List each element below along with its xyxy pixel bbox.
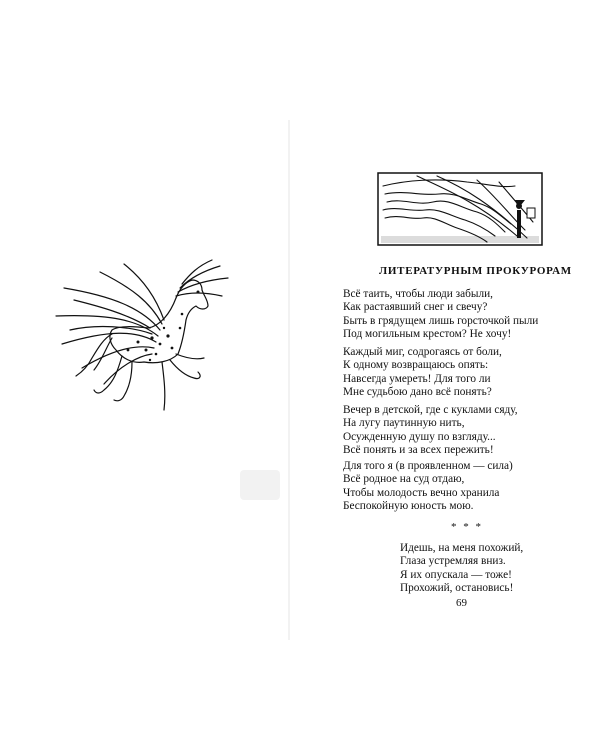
verse-line: Каждый миг, содрогаясь от боли, [343, 346, 502, 358]
pegasus-illustration [52, 258, 234, 428]
page-number: 69 [456, 597, 467, 609]
stanza-4 [343, 460, 513, 514]
stanza-2 [343, 346, 502, 400]
verse-line: Глаза устремляя вниз. [400, 555, 506, 568]
header-illustration [377, 172, 543, 246]
left-page [0, 0, 290, 750]
verse-line: Под могильным крестом? Не хочу! [343, 328, 512, 341]
poem-title: ЛИТЕРАТУРНЫМ ПРОКУРОРАМ [379, 265, 572, 277]
verse-line: На лугу паутинную нить, [343, 417, 465, 430]
verse-line: Осужденную душу по взгляду... [343, 430, 496, 443]
verse-line: Вечер в детской, где с куклами сяду, [343, 404, 518, 416]
verse-line: Для того я (в проявленном — сила) [343, 460, 513, 472]
verse-line: Мне судьбою дано всё понять? [343, 386, 492, 399]
verse-line: Всё таить, чтобы люди забыли, [343, 288, 493, 300]
verse-line: Как растаявший снег и свечу? [343, 301, 488, 314]
verse-line: Всё понять и за всех пережить! [343, 444, 494, 457]
stanza-1 [343, 288, 538, 342]
verse-line: Чтобы молодость вечно хранила [343, 486, 500, 499]
verse-line: Беспокойную юность мою. [343, 500, 474, 513]
verse-line: Я их опускала — тоже! [400, 568, 512, 581]
verse-line: Прохожий, остановись! [400, 582, 514, 595]
verse-line: Навсегда умереть! Для того ли [343, 372, 491, 385]
stanza-3 [343, 404, 518, 458]
verse-line: Всё родное на суд отдаю, [343, 473, 465, 486]
poem-separator: * * * [451, 521, 483, 533]
verse-line: К одному возвращаюсь опять: [343, 359, 489, 372]
verse-line: Быть в грядущем лишь горсточкой пыли [343, 314, 539, 327]
bleed-through-mark [240, 470, 280, 500]
verse-line: Идешь, на меня похожий, [400, 542, 524, 554]
second-poem [400, 542, 523, 596]
